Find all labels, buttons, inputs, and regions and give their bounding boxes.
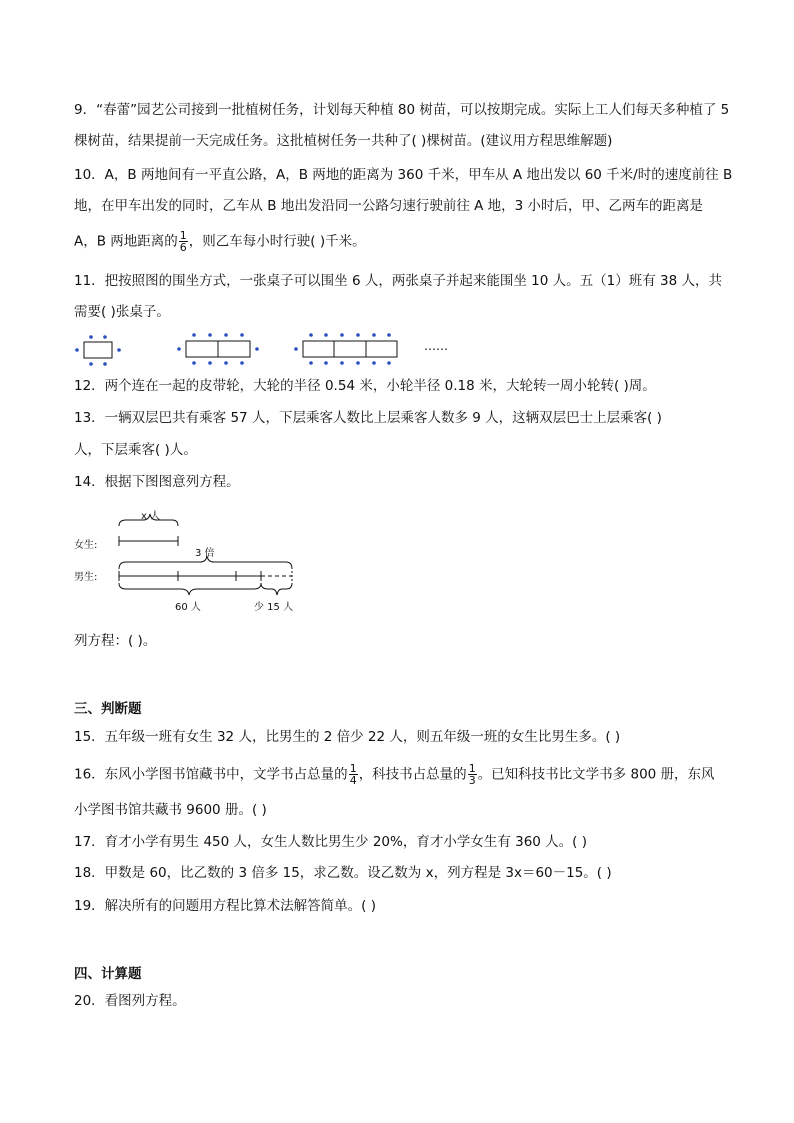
q18-line1: 18．甲数是 60，比乙数的 3 倍多 15，求乙数。设乙数为 x，列方程是 3x＝60－15。( ) [74,865,612,881]
seat-dot [255,347,259,351]
q9-line1: 9．“春蕾”园艺公司接到一批植树任务，计划每天种植 80 树苗，可以按期完成。实际上工人们每天多种植了 5 [74,102,730,118]
seat-dot [192,361,196,365]
q16-text-a: 16．东风小学图书馆藏书中，文学书占总量的 [74,766,348,783]
seat-dot [240,333,244,337]
q20-line1: 20．看图列方程。 [74,993,186,1009]
seat-dot [324,333,328,337]
q14-answer: 列方程：( )。 [74,633,157,649]
q16-line2: 小学图书馆共藏书 9600 册。( ) [74,802,267,818]
q15-line1: 15．五年级一班有女生 32 人，比男生的 2 倍少 22 人，则五年级一班的女生比男生多。( ) [74,729,621,745]
q16-text-c: 。已知科技书比文学书多 800 册，东风 [477,766,715,783]
one-table-figure [75,335,121,366]
q17-line1: 17．育才小学有男生 450 人，女生人数比男生少 20%，育才小学女生有 360 人。( ) [74,834,587,850]
seat-dot [356,361,360,365]
two-tables-figure [177,333,259,365]
fraction-one-fourth: $\frac{1}{4}$ [349,762,357,787]
total-brace [119,583,261,595]
seat-dot [387,361,391,365]
seat-dot [224,361,228,365]
q13-line2: 人，下层乘客( )人。 [74,442,197,458]
q19-line1: 19．解决所有的问题用方程比算术法解答简单。( ) [74,898,377,914]
seat-dot [89,362,93,366]
q10-line1: 10．A，B 两地间有一平直公路，A，B 两地的距离为 360 千米，甲车从 A 地出发以 60 千米/时的速度前往 B [74,167,733,183]
seat-dot [75,348,79,352]
seat-dot [387,333,391,337]
q11-line1: 11．把按照图的围坐方式，一张桌子可以围坐 6 人，两张桌子并起来能围坐 10 人。五（1）班有 38 人，共 [74,273,722,289]
seat-dot [177,347,181,351]
q10-line3-text-a: A，B 两地距离的 [74,233,178,250]
seat-dot [294,347,298,351]
seat-dot [372,361,376,365]
seat-dot [356,333,360,337]
times-label: 3 倍 [195,548,215,559]
q13-line1: 13．一辆双层巴共有乘客 57 人，下层乘客人数比上层乘客人数多 9 人，这辆双层巴士上层乘客( ) [74,410,662,426]
seat-dot [192,333,196,337]
fraction-one-sixth: $\frac{1}{6}$ [179,229,187,254]
seat-dot [340,333,344,337]
seat-dot [340,361,344,365]
seat-dot [208,333,212,337]
girls-label: 女生: [74,540,98,551]
seat-dot [89,335,93,339]
seat-dot [224,333,228,337]
seat-dot [372,333,376,337]
q16-text-b: ，科技书占总量的 [358,766,467,783]
seat-dot [240,361,244,365]
seat-dot [117,348,121,352]
ellipsis-text: …… [424,339,448,353]
section-4-title: 四、计算题 [74,966,142,982]
table-rect [303,341,397,357]
table-rect [84,342,112,358]
seat-dot [309,361,313,365]
q16-line1 [74,763,715,786]
q10-line3-text-b: ，则乙车每小时行驶( )千米。 [188,233,366,250]
seat-dot [103,362,107,366]
q11-line2: 需要( )张桌子。 [74,304,170,320]
boys-label: 男生: [74,572,98,583]
total-label: 60 人 [175,602,201,613]
q14-line1: 14．根据下图图意列方程。 [74,474,240,490]
q10-line2: 地，在甲车出发的同时，乙车从 B 地出发沿同一公路匀速行驶前往 A 地，3 小时后，甲、乙两车的距离是 [74,198,704,214]
seat-dot [324,361,328,365]
seat-dot [309,333,313,337]
less-label: 少 15 人 [254,602,294,613]
less-brace [261,583,292,595]
q12-line1: 12．两个连在一起的皮带轮，大轮的半径 0.54 米，小轮半径 0.18 米，大轮转一周小轮转( )周。 [74,378,656,394]
section-3-title: 三、判断题 [74,701,142,717]
q9-line2: 棵树苗，结果提前一天完成任务。这批植树任务一共种了( )棵树苗。(建议用方程思维解题) [74,133,613,149]
fraction-one-third: $\frac{1}{3}$ [468,762,476,787]
seat-dot [103,335,107,339]
three-tables-figure [294,333,397,365]
line-segment-diagram [74,509,293,613]
x-label: x 人 [141,511,161,522]
seat-dot [208,361,212,365]
